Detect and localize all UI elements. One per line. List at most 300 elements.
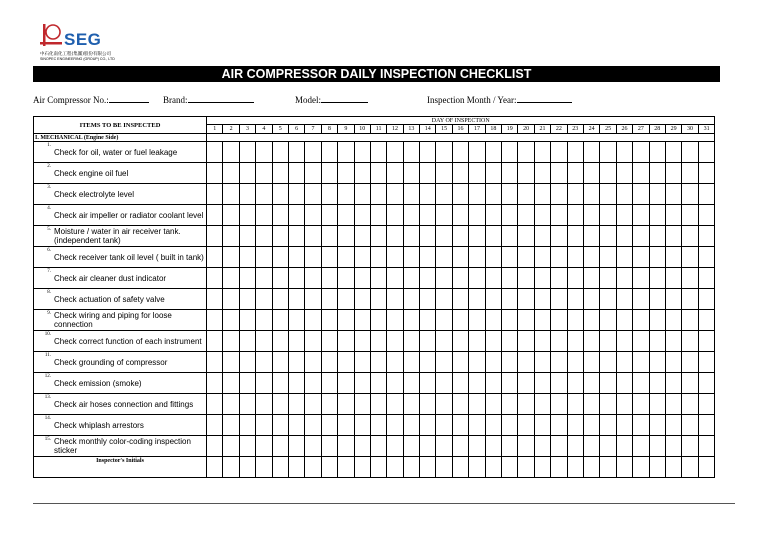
day-check-cell[interactable] (698, 163, 715, 184)
day-check-cell[interactable] (223, 373, 239, 394)
day-check-cell[interactable] (321, 163, 337, 184)
day-check-cell[interactable] (321, 436, 337, 457)
day-check-cell[interactable] (583, 226, 599, 247)
day-check-cell[interactable] (272, 268, 288, 289)
day-check-cell[interactable] (288, 436, 304, 457)
day-check-cell[interactable] (649, 436, 665, 457)
day-check-cell[interactable] (469, 163, 485, 184)
day-check-cell[interactable] (534, 142, 550, 163)
day-check-cell[interactable] (354, 184, 370, 205)
day-check-cell[interactable] (518, 226, 534, 247)
day-check-cell[interactable] (469, 352, 485, 373)
day-check-cell[interactable] (223, 247, 239, 268)
initials-cell[interactable] (207, 457, 223, 478)
day-check-cell[interactable] (239, 163, 255, 184)
model-field[interactable] (295, 93, 368, 105)
day-check-cell[interactable] (518, 205, 534, 226)
day-check-cell[interactable] (305, 415, 321, 436)
day-check-cell[interactable] (354, 415, 370, 436)
day-check-cell[interactable] (682, 268, 698, 289)
day-check-cell[interactable] (469, 184, 485, 205)
day-check-cell[interactable] (665, 436, 681, 457)
day-check-cell[interactable] (321, 394, 337, 415)
day-check-cell[interactable] (649, 184, 665, 205)
day-check-cell[interactable] (338, 226, 354, 247)
day-check-cell[interactable] (403, 247, 419, 268)
day-check-cell[interactable] (649, 415, 665, 436)
day-check-cell[interactable] (420, 331, 436, 352)
day-check-cell[interactable] (698, 226, 715, 247)
initials-cell[interactable] (387, 457, 403, 478)
day-check-cell[interactable] (436, 352, 452, 373)
day-check-cell[interactable] (223, 352, 239, 373)
day-check-cell[interactable] (321, 205, 337, 226)
month-year-field[interactable] (427, 93, 572, 105)
day-check-cell[interactable] (616, 163, 632, 184)
day-check-cell[interactable] (518, 289, 534, 310)
day-check-cell[interactable] (223, 142, 239, 163)
day-check-cell[interactable] (272, 352, 288, 373)
day-check-cell[interactable] (452, 394, 468, 415)
day-check-cell[interactable] (502, 373, 518, 394)
day-check-cell[interactable] (436, 373, 452, 394)
initials-cell[interactable] (682, 457, 698, 478)
day-check-cell[interactable] (682, 205, 698, 226)
day-check-cell[interactable] (338, 268, 354, 289)
day-check-cell[interactable] (469, 373, 485, 394)
day-check-cell[interactable] (321, 331, 337, 352)
day-check-cell[interactable] (452, 310, 468, 331)
day-check-cell[interactable] (223, 436, 239, 457)
day-check-cell[interactable] (387, 226, 403, 247)
day-check-cell[interactable] (698, 310, 715, 331)
day-check-cell[interactable] (600, 226, 616, 247)
day-check-cell[interactable] (272, 142, 288, 163)
day-check-cell[interactable] (633, 205, 649, 226)
day-check-cell[interactable] (272, 289, 288, 310)
day-check-cell[interactable] (403, 268, 419, 289)
day-check-cell[interactable] (600, 331, 616, 352)
day-check-cell[interactable] (387, 205, 403, 226)
day-check-cell[interactable] (518, 436, 534, 457)
initials-cell[interactable] (288, 457, 304, 478)
day-check-cell[interactable] (452, 247, 468, 268)
day-check-cell[interactable] (403, 289, 419, 310)
day-check-cell[interactable] (485, 436, 501, 457)
day-check-cell[interactable] (567, 352, 583, 373)
day-check-cell[interactable] (305, 268, 321, 289)
initials-cell[interactable] (518, 457, 534, 478)
day-check-cell[interactable] (600, 268, 616, 289)
day-check-cell[interactable] (239, 289, 255, 310)
day-check-cell[interactable] (485, 205, 501, 226)
initials-cell[interactable] (338, 457, 354, 478)
day-check-cell[interactable] (616, 394, 632, 415)
day-check-cell[interactable] (321, 289, 337, 310)
day-check-cell[interactable] (403, 373, 419, 394)
initials-cell[interactable] (354, 457, 370, 478)
day-check-cell[interactable] (338, 415, 354, 436)
day-check-cell[interactable] (518, 415, 534, 436)
day-check-cell[interactable] (436, 310, 452, 331)
day-check-cell[interactable] (502, 205, 518, 226)
day-check-cell[interactable] (534, 331, 550, 352)
day-check-cell[interactable] (567, 184, 583, 205)
day-check-cell[interactable] (370, 163, 386, 184)
day-check-cell[interactable] (305, 247, 321, 268)
day-check-cell[interactable] (436, 163, 452, 184)
day-check-cell[interactable] (518, 310, 534, 331)
day-check-cell[interactable] (649, 226, 665, 247)
day-check-cell[interactable] (518, 184, 534, 205)
day-check-cell[interactable] (518, 247, 534, 268)
day-check-cell[interactable] (469, 310, 485, 331)
day-check-cell[interactable] (370, 352, 386, 373)
day-check-cell[interactable] (207, 436, 223, 457)
day-check-cell[interactable] (616, 205, 632, 226)
day-check-cell[interactable] (370, 205, 386, 226)
month-year-blank[interactable] (517, 93, 572, 103)
day-check-cell[interactable] (600, 436, 616, 457)
day-check-cell[interactable] (665, 289, 681, 310)
day-check-cell[interactable] (370, 373, 386, 394)
day-check-cell[interactable] (600, 352, 616, 373)
day-check-cell[interactable] (305, 352, 321, 373)
day-check-cell[interactable] (583, 352, 599, 373)
day-check-cell[interactable] (321, 415, 337, 436)
day-check-cell[interactable] (469, 142, 485, 163)
day-check-cell[interactable] (600, 289, 616, 310)
day-check-cell[interactable] (518, 352, 534, 373)
day-check-cell[interactable] (370, 226, 386, 247)
day-check-cell[interactable] (387, 142, 403, 163)
day-check-cell[interactable] (485, 331, 501, 352)
day-check-cell[interactable] (600, 163, 616, 184)
day-check-cell[interactable] (698, 394, 715, 415)
day-check-cell[interactable] (354, 394, 370, 415)
day-check-cell[interactable] (403, 394, 419, 415)
day-check-cell[interactable] (354, 436, 370, 457)
day-check-cell[interactable] (403, 226, 419, 247)
day-check-cell[interactable] (649, 310, 665, 331)
initials-cell[interactable] (534, 457, 550, 478)
day-check-cell[interactable] (682, 352, 698, 373)
day-check-cell[interactable] (583, 163, 599, 184)
day-check-cell[interactable] (485, 226, 501, 247)
day-check-cell[interactable] (616, 373, 632, 394)
day-check-cell[interactable] (583, 268, 599, 289)
day-check-cell[interactable] (616, 184, 632, 205)
day-check-cell[interactable] (485, 289, 501, 310)
day-check-cell[interactable] (600, 142, 616, 163)
day-check-cell[interactable] (420, 310, 436, 331)
day-check-cell[interactable] (272, 415, 288, 436)
day-check-cell[interactable] (616, 268, 632, 289)
day-check-cell[interactable] (256, 184, 272, 205)
day-check-cell[interactable] (370, 415, 386, 436)
day-check-cell[interactable] (321, 373, 337, 394)
day-check-cell[interactable] (665, 373, 681, 394)
day-check-cell[interactable] (502, 142, 518, 163)
day-check-cell[interactable] (518, 331, 534, 352)
day-check-cell[interactable] (567, 394, 583, 415)
day-check-cell[interactable] (649, 247, 665, 268)
initials-cell[interactable] (305, 457, 321, 478)
initials-cell[interactable] (649, 457, 665, 478)
day-check-cell[interactable] (567, 436, 583, 457)
day-check-cell[interactable] (485, 184, 501, 205)
day-check-cell[interactable] (600, 373, 616, 394)
day-check-cell[interactable] (305, 163, 321, 184)
day-check-cell[interactable] (567, 163, 583, 184)
day-check-cell[interactable] (272, 373, 288, 394)
day-check-cell[interactable] (420, 268, 436, 289)
day-check-cell[interactable] (502, 310, 518, 331)
day-check-cell[interactable] (452, 415, 468, 436)
day-check-cell[interactable] (649, 352, 665, 373)
day-check-cell[interactable] (207, 205, 223, 226)
day-check-cell[interactable] (502, 394, 518, 415)
day-check-cell[interactable] (420, 394, 436, 415)
day-check-cell[interactable] (207, 268, 223, 289)
day-check-cell[interactable] (256, 310, 272, 331)
day-check-cell[interactable] (567, 415, 583, 436)
brand-field[interactable] (163, 93, 254, 105)
day-check-cell[interactable] (551, 268, 567, 289)
day-check-cell[interactable] (567, 289, 583, 310)
day-check-cell[interactable] (239, 436, 255, 457)
initials-cell[interactable] (551, 457, 567, 478)
day-check-cell[interactable] (370, 394, 386, 415)
day-check-cell[interactable] (288, 415, 304, 436)
day-check-cell[interactable] (583, 436, 599, 457)
day-check-cell[interactable] (583, 310, 599, 331)
day-check-cell[interactable] (665, 226, 681, 247)
day-check-cell[interactable] (616, 436, 632, 457)
day-check-cell[interactable] (518, 268, 534, 289)
day-check-cell[interactable] (288, 142, 304, 163)
day-check-cell[interactable] (452, 331, 468, 352)
day-check-cell[interactable] (633, 163, 649, 184)
day-check-cell[interactable] (207, 394, 223, 415)
day-check-cell[interactable] (256, 373, 272, 394)
day-check-cell[interactable] (272, 205, 288, 226)
day-check-cell[interactable] (387, 331, 403, 352)
day-check-cell[interactable] (551, 436, 567, 457)
day-check-cell[interactable] (420, 436, 436, 457)
day-check-cell[interactable] (485, 247, 501, 268)
day-check-cell[interactable] (534, 310, 550, 331)
day-check-cell[interactable] (649, 163, 665, 184)
day-check-cell[interactable] (288, 310, 304, 331)
initials-cell[interactable] (600, 457, 616, 478)
day-check-cell[interactable] (256, 268, 272, 289)
day-check-cell[interactable] (239, 142, 255, 163)
day-check-cell[interactable] (682, 394, 698, 415)
day-check-cell[interactable] (239, 268, 255, 289)
day-check-cell[interactable] (305, 184, 321, 205)
day-check-cell[interactable] (534, 247, 550, 268)
day-check-cell[interactable] (338, 373, 354, 394)
day-check-cell[interactable] (698, 331, 715, 352)
day-check-cell[interactable] (321, 310, 337, 331)
day-check-cell[interactable] (288, 289, 304, 310)
day-check-cell[interactable] (452, 352, 468, 373)
day-check-cell[interactable] (207, 247, 223, 268)
initials-cell[interactable] (583, 457, 599, 478)
day-check-cell[interactable] (338, 352, 354, 373)
day-check-cell[interactable] (403, 163, 419, 184)
day-check-cell[interactable] (436, 436, 452, 457)
day-check-cell[interactable] (354, 331, 370, 352)
day-check-cell[interactable] (321, 184, 337, 205)
initials-cell[interactable] (633, 457, 649, 478)
day-check-cell[interactable] (272, 184, 288, 205)
day-check-cell[interactable] (420, 142, 436, 163)
day-check-cell[interactable] (207, 163, 223, 184)
day-check-cell[interactable] (321, 142, 337, 163)
day-check-cell[interactable] (665, 205, 681, 226)
day-check-cell[interactable] (551, 142, 567, 163)
day-check-cell[interactable] (534, 184, 550, 205)
day-check-cell[interactable] (551, 394, 567, 415)
initials-cell[interactable] (239, 457, 255, 478)
day-check-cell[interactable] (272, 226, 288, 247)
day-check-cell[interactable] (436, 289, 452, 310)
day-check-cell[interactable] (223, 394, 239, 415)
day-check-cell[interactable] (338, 436, 354, 457)
day-check-cell[interactable] (420, 289, 436, 310)
day-check-cell[interactable] (682, 184, 698, 205)
day-check-cell[interactable] (485, 268, 501, 289)
day-check-cell[interactable] (370, 247, 386, 268)
day-check-cell[interactable] (698, 247, 715, 268)
day-check-cell[interactable] (567, 142, 583, 163)
day-check-cell[interactable] (633, 226, 649, 247)
day-check-cell[interactable] (338, 142, 354, 163)
day-check-cell[interactable] (239, 415, 255, 436)
day-check-cell[interactable] (600, 205, 616, 226)
day-check-cell[interactable] (600, 184, 616, 205)
day-check-cell[interactable] (338, 310, 354, 331)
initials-cell[interactable] (485, 457, 501, 478)
day-check-cell[interactable] (534, 163, 550, 184)
day-check-cell[interactable] (223, 268, 239, 289)
day-check-cell[interactable] (502, 247, 518, 268)
day-check-cell[interactable] (583, 415, 599, 436)
day-check-cell[interactable] (288, 226, 304, 247)
day-check-cell[interactable] (436, 184, 452, 205)
day-check-cell[interactable] (469, 436, 485, 457)
day-check-cell[interactable] (403, 205, 419, 226)
day-check-cell[interactable] (387, 436, 403, 457)
day-check-cell[interactable] (551, 205, 567, 226)
day-check-cell[interactable] (387, 184, 403, 205)
day-check-cell[interactable] (403, 415, 419, 436)
day-check-cell[interactable] (338, 247, 354, 268)
initials-cell[interactable] (420, 457, 436, 478)
day-check-cell[interactable] (239, 184, 255, 205)
day-check-cell[interactable] (485, 352, 501, 373)
day-check-cell[interactable] (551, 247, 567, 268)
initials-cell[interactable] (567, 457, 583, 478)
day-check-cell[interactable] (469, 205, 485, 226)
day-check-cell[interactable] (420, 163, 436, 184)
day-check-cell[interactable] (239, 226, 255, 247)
day-check-cell[interactable] (698, 436, 715, 457)
day-check-cell[interactable] (502, 436, 518, 457)
day-check-cell[interactable] (567, 226, 583, 247)
day-check-cell[interactable] (600, 394, 616, 415)
day-check-cell[interactable] (256, 226, 272, 247)
day-check-cell[interactable] (354, 310, 370, 331)
day-check-cell[interactable] (288, 268, 304, 289)
day-check-cell[interactable] (698, 205, 715, 226)
day-check-cell[interactable] (207, 331, 223, 352)
day-check-cell[interactable] (354, 247, 370, 268)
day-check-cell[interactable] (583, 184, 599, 205)
day-check-cell[interactable] (649, 289, 665, 310)
day-check-cell[interactable] (403, 310, 419, 331)
day-check-cell[interactable] (370, 436, 386, 457)
day-check-cell[interactable] (698, 415, 715, 436)
day-check-cell[interactable] (239, 205, 255, 226)
day-check-cell[interactable] (387, 394, 403, 415)
day-check-cell[interactable] (502, 226, 518, 247)
day-check-cell[interactable] (682, 226, 698, 247)
day-check-cell[interactable] (223, 205, 239, 226)
day-check-cell[interactable] (616, 289, 632, 310)
day-check-cell[interactable] (305, 394, 321, 415)
day-check-cell[interactable] (403, 436, 419, 457)
model-blank[interactable] (321, 93, 368, 103)
day-check-cell[interactable] (239, 352, 255, 373)
day-check-cell[interactable] (436, 142, 452, 163)
day-check-cell[interactable] (436, 394, 452, 415)
day-check-cell[interactable] (583, 373, 599, 394)
day-check-cell[interactable] (485, 415, 501, 436)
day-check-cell[interactable] (223, 331, 239, 352)
day-check-cell[interactable] (502, 289, 518, 310)
day-check-cell[interactable] (370, 142, 386, 163)
day-check-cell[interactable] (534, 373, 550, 394)
day-check-cell[interactable] (223, 184, 239, 205)
day-check-cell[interactable] (387, 289, 403, 310)
day-check-cell[interactable] (485, 394, 501, 415)
day-check-cell[interactable] (698, 142, 715, 163)
day-check-cell[interactable] (256, 142, 272, 163)
day-check-cell[interactable] (551, 289, 567, 310)
day-check-cell[interactable] (256, 352, 272, 373)
day-check-cell[interactable] (256, 289, 272, 310)
day-check-cell[interactable] (665, 415, 681, 436)
day-check-cell[interactable] (387, 163, 403, 184)
day-check-cell[interactable] (665, 352, 681, 373)
day-check-cell[interactable] (665, 184, 681, 205)
day-check-cell[interactable] (338, 163, 354, 184)
initials-cell[interactable] (665, 457, 681, 478)
day-check-cell[interactable] (469, 268, 485, 289)
day-check-cell[interactable] (354, 352, 370, 373)
day-check-cell[interactable] (370, 289, 386, 310)
day-check-cell[interactable] (698, 352, 715, 373)
day-check-cell[interactable] (502, 184, 518, 205)
day-check-cell[interactable] (321, 226, 337, 247)
day-check-cell[interactable] (387, 268, 403, 289)
day-check-cell[interactable] (207, 310, 223, 331)
day-check-cell[interactable] (272, 163, 288, 184)
day-check-cell[interactable] (452, 436, 468, 457)
